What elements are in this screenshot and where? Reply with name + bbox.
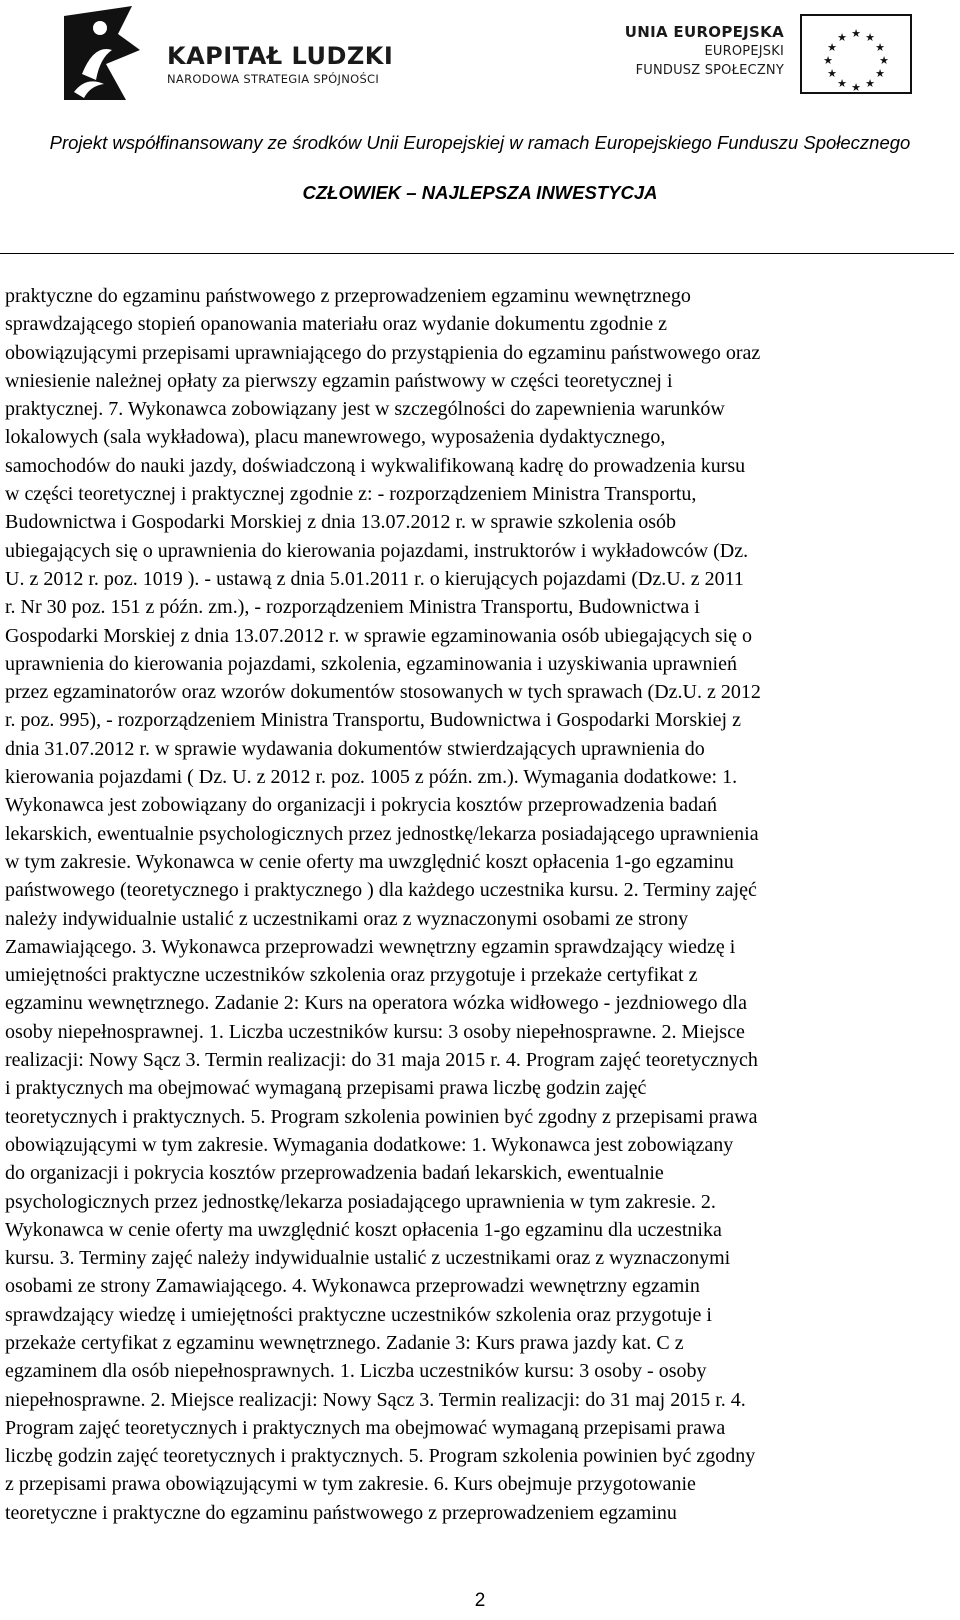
body-line: teoretyczne i praktyczne do egzaminu państwowego z przeprowadzeniem egzaminu xyxy=(5,1501,677,1524)
body-line: osoby niepełnosprawnej. 1. Liczba uczestników kursu: 3 osoby niepełnosprawne. 2. Miejsce xyxy=(5,1020,745,1043)
body-line: osobami ze strony Zamawiającego. 4. Wykonawca przeprowadzi wewnętrzny egzamin xyxy=(5,1275,700,1298)
body-line: z przepisami prawa obowiązującymi w tym zakresie. 6. Kurs obejmuje przygotowanie xyxy=(5,1473,696,1496)
body-line: samochodów do nauki jazdy, doświadczoną i wykwalifikowaną kadrę do prowadzenia kursu xyxy=(5,454,746,477)
body-line: psychologicznych przez jednostkę/lekarza posiadającego uprawnienia w tym zakresie. 2. xyxy=(5,1190,716,1213)
body-line: praktyczne do egzaminu państwowego z przeprowadzeniem egzaminu wewnętrznego xyxy=(5,285,691,307)
body-line: w tym zakresie. Wykonawca w cenie oferty ma uwzględnić koszt opłacenia 1-go egzaminu xyxy=(5,850,734,873)
body-line: sprawdzającego stopień opanowania materiału oraz wydanie dokumentu zgodnie z xyxy=(5,313,667,336)
svg-text:★: ★ xyxy=(865,77,875,90)
body-line: niepełnosprawne. 2. Miejsce realizacji: Nowy Sącz 3. Termin realizacji: do 31 maj 2015 r. 4. xyxy=(5,1388,746,1411)
svg-text:★: ★ xyxy=(879,54,889,67)
svg-text:★: ★ xyxy=(851,81,861,94)
body-line: Wykonawca jest zobowiązany do organizacji i pokrycia kosztów przeprowadzenia badań xyxy=(5,794,718,817)
body-line: Wykonawca w cenie oferty ma uwzględnić koszt opłacenia 1-go egzaminu dla uczestnika xyxy=(5,1218,722,1241)
body-line: państwowego (teoretycznego i praktycznego ) dla każdego uczestnika kursu. 2. Terminy zajęć xyxy=(5,879,757,902)
body-line: r. poz. 995), - rozporządzeniem Ministra Transportu, Budownictwa i Gospodarki Morskiej z xyxy=(5,709,741,732)
svg-text:★: ★ xyxy=(875,67,885,80)
body-line: do organizacji i pokrycia kosztów przeprowadzenia badań lekarskich, ewentualnie xyxy=(5,1162,664,1185)
svg-text:★: ★ xyxy=(865,31,875,44)
unia-europejska-line2: EUROPEJSKI xyxy=(704,44,784,59)
kapital-ludzki-title: KAPITAŁ LUDZKI xyxy=(167,42,394,70)
unia-europejska-text xyxy=(625,22,784,80)
body-line: przekaże certyfikat z egzaminu wewnętrznego. Zadanie 3: Kurs prawa jazdy kat. C z xyxy=(5,1331,684,1354)
body-line: U. z 2012 r. poz. 1019 ). - ustawą z dnia 5.01.2011 r. o kierujących pojazdami (Dz.U. z 2011 xyxy=(5,567,744,590)
body-line: lokalowych (sala wykładowa), placu manewrowego, wyposażenia dydaktycznego, xyxy=(5,426,666,449)
body-line: w części teoretycznej i praktycznej zgodnie z: - rozporządzeniem Ministra Transportu, xyxy=(5,483,697,506)
svg-text:★: ★ xyxy=(823,54,833,67)
document-body xyxy=(5,282,950,1527)
page-number: 2 xyxy=(474,1590,486,1611)
body-line: r. Nr 30 poz. 151 z późn. zm.), - rozporządzeniem Ministra Transportu, Budownictwa i xyxy=(5,596,700,619)
svg-text:★: ★ xyxy=(837,31,847,44)
body-line: i praktycznych ma obejmować wymaganą przepisami prawa liczbę godzin zajęć xyxy=(5,1077,647,1100)
svg-text:★: ★ xyxy=(827,67,837,80)
eu-flag-icon xyxy=(800,14,912,94)
body-line: przez egzaminatorów oraz wzorów dokumentów stosowanych w tych sprawach (Dz.U. z 2012 xyxy=(5,681,761,704)
kapital-ludzki-logo xyxy=(40,4,394,104)
unia-europejska-line1: UNIA EUROPEJSKA xyxy=(624,23,784,41)
body-line: liczbę godzin zajęć teoretycznych i praktycznych. 5. Program szkolenia powinien być zgodny xyxy=(5,1445,756,1468)
body-line: uprawnienia do kierowania pojazdami, szkolenia, egzaminowania i uzyskiwania uprawnień xyxy=(5,652,737,675)
page-header xyxy=(0,0,960,260)
kapital-ludzki-emblem-icon xyxy=(60,4,142,104)
svg-text:★: ★ xyxy=(851,27,861,40)
body-line: realizacji: Nowy Sącz 3. Termin realizacji: do 31 maja 2015 r. 4. Program zajęć teoretycznych xyxy=(5,1049,758,1072)
body-line: praktycznej. 7. Wykonawca zobowiązany jest w szczególności do zapewnienia warunków xyxy=(5,398,725,421)
body-line: Gospodarki Morskiej z dnia 13.07.2012 r. w sprawie egzaminowania osób ubiegających się o xyxy=(5,624,753,647)
header-divider xyxy=(0,253,954,254)
body-line: kursu. 3. Terminy zajęć należy indywidualnie ustalić z uczestnikami oraz z wyznaczonymi xyxy=(5,1247,731,1270)
body-line: ubiegających się o uprawnienia do kierowania pojazdami, instruktorów i wykładowców (Dz. xyxy=(5,539,749,562)
body-line: obowiązującymi w tym zakresie. Wymagania dodatkowe: 1. Wykonawca jest zobowiązany xyxy=(5,1133,734,1156)
project-cofinancing-line: Projekt współfinansowany ze środków Unii Europejskiej w ramach Europejskiego Funduszu Społecznego xyxy=(49,132,911,153)
body-line: obowiązującymi przepisami uprawniającego do przystąpienia do egzaminu państwowego oraz xyxy=(5,341,761,364)
body-line: kierowania pojazdami ( Dz. U. z 2012 r. poz. 1005 z późn. zm.). Wymagania dodatkowe: 1. xyxy=(5,766,738,789)
unia-europejska-logo xyxy=(612,14,912,94)
body-line: Program zajęć teoretycznych i praktycznych ma obejmować wymaganą przepisami prawa xyxy=(5,1416,726,1439)
body-line: Zamawiającego. 3. Wykonawca przeprowadzi wewnętrzny egzamin sprawdzający wiedzę i xyxy=(5,935,736,958)
unia-europejska-line3: FUNDUSZ SPOŁECZNY xyxy=(635,63,784,78)
body-line: teoretycznych i praktycznych. 5. Program szkolenia powinien być zgodny z przepisami prawa xyxy=(5,1105,758,1128)
svg-text:★: ★ xyxy=(827,41,837,54)
body-line: egzaminem dla osób niepełnosprawnych. 1. Liczba uczestników kursu: 3 osoby - osoby xyxy=(5,1360,707,1383)
body-line: należy indywidualnie ustalić z uczestnikami oraz z wyznaczonymi osobami ze strony xyxy=(5,907,689,930)
body-line: lekarskich, ewentualnie psychologicznych przez jednostkę/lekarza posiadającego uprawnienia xyxy=(5,822,759,845)
slogan: CZŁOWIEK – NAJLEPSZA INWESTYCJA xyxy=(302,182,658,203)
body-line: umiejętności praktyczne uczestników szkolenia oraz przygotuje i przekaże certyfikat z xyxy=(5,964,698,987)
body-line: egzaminu wewnętrznego. Zadanie 2: Kurs na operatora wózka widłowego - jezdniowego dla xyxy=(5,992,747,1015)
body-line: Budownictwa i Gospodarki Morskiej z dnia 13.07.2012 r. w sprawie szkolenia osób xyxy=(5,511,677,534)
body-line: sprawdzający wiedzę i umiejętności praktyczne uczestników szkolenia oraz przygotuje i xyxy=(5,1303,712,1326)
svg-text:★: ★ xyxy=(875,41,885,54)
body-line: wniesienie należnej opłaty za pierwszy egzamin państwowy w części teoretycznej i xyxy=(5,369,673,392)
kapital-ludzki-subtitle: NARODOWA STRATEGIA SPÓJNOŚCI xyxy=(167,72,380,86)
svg-text:★: ★ xyxy=(837,77,847,90)
body-line: dnia 31.07.2012 r. w sprawie wydawania dokumentów stwierdzających uprawnienia do xyxy=(5,737,705,760)
